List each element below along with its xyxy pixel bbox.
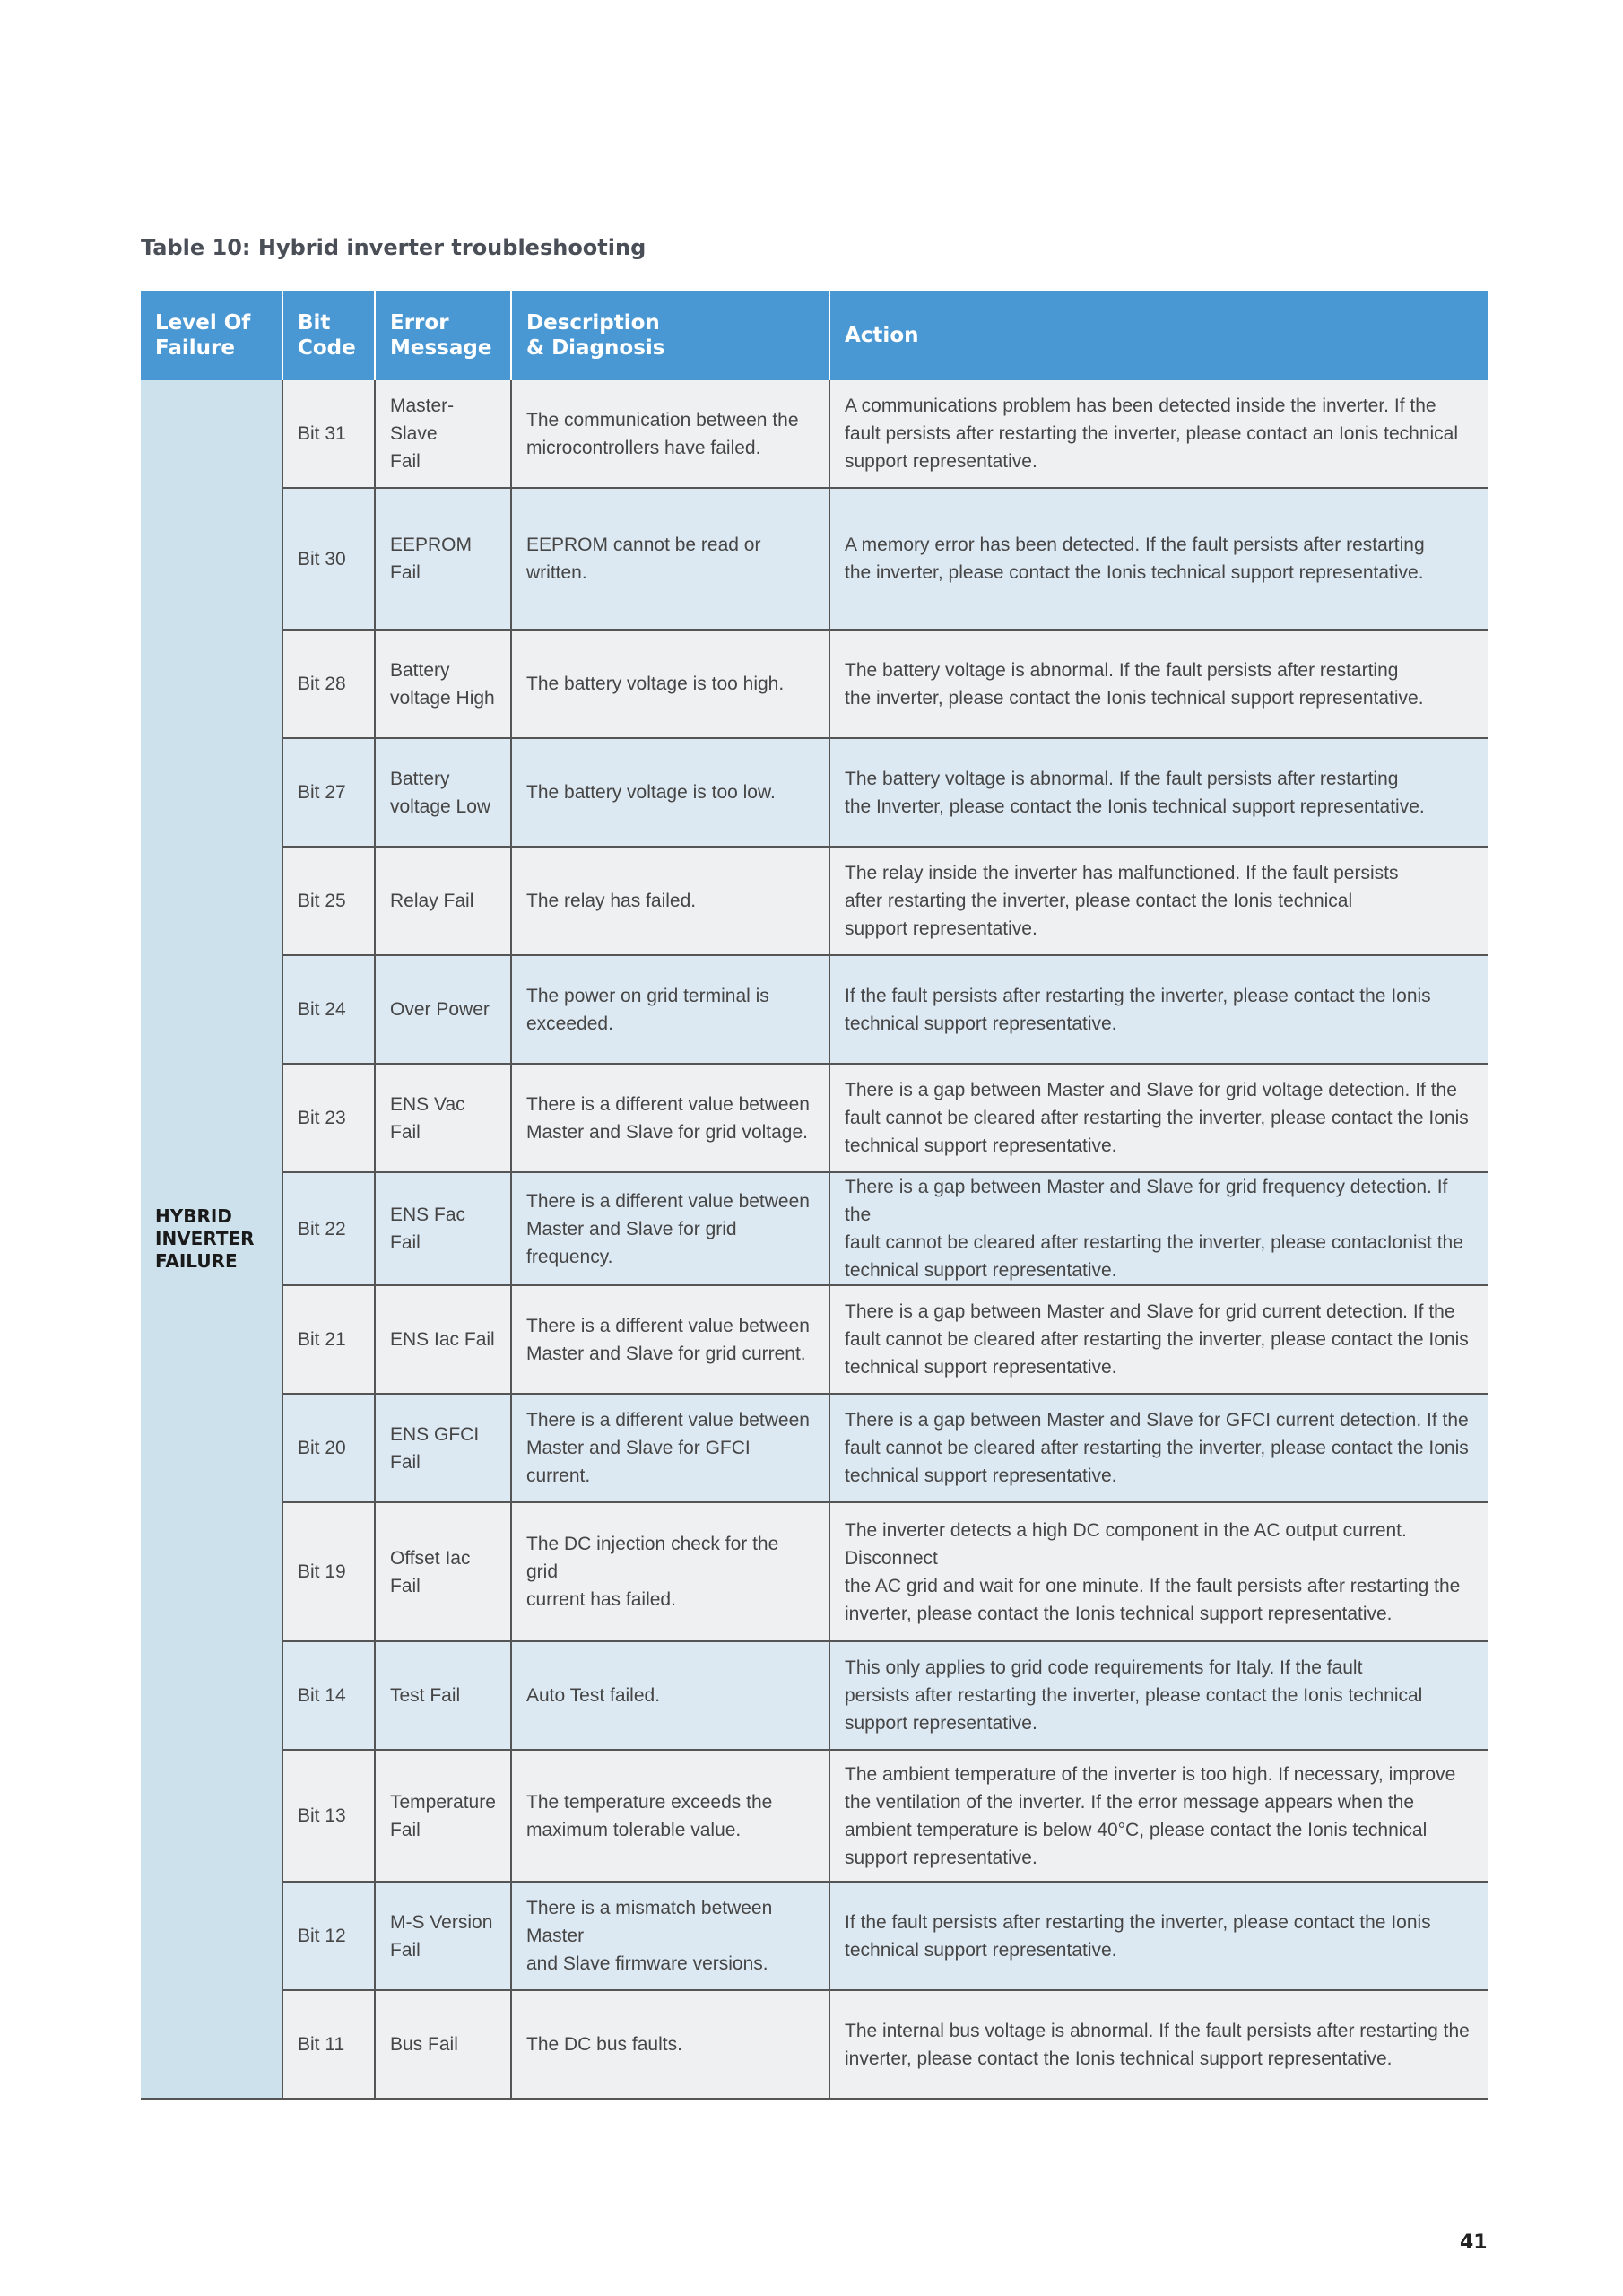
description-cell: The battery voltage is too high. bbox=[511, 630, 829, 738]
action-cell: There is a gap between Master and Slave for grid voltage detection. If the fault cannot be cleared after restarting the inverter, please contact the Ionis technical support representative. bbox=[829, 1064, 1488, 1172]
error-message-cell: ENS GFCI Fail bbox=[375, 1394, 511, 1502]
action-cell: There is a gap between Master and Slave for GFCI current detection. If the fault cannot be cleared after restarting the inverter, please contact the Ionis technical support representative. bbox=[829, 1394, 1488, 1502]
header-action: Action bbox=[829, 291, 1488, 380]
description-cell: There is a different value between Master and Slave for grid current. bbox=[511, 1285, 829, 1394]
description-cell: The relay has failed. bbox=[511, 847, 829, 955]
action-cell: This only applies to grid code requirements for Italy. If the fault persists after restarting the inverter, please contact the Ionis technical support representative. bbox=[829, 1641, 1488, 1750]
header-error-message: Error Message bbox=[375, 291, 511, 380]
table-row bbox=[141, 1750, 1488, 1882]
action-cell: There is a gap between Master and Slave for grid current detection. If the fault cannot be cleared after restarting the inverter, please contact the Ionis technical support representative. bbox=[829, 1285, 1488, 1394]
table-row bbox=[141, 1394, 1488, 1502]
error-message-cell: Relay Fail bbox=[375, 847, 511, 955]
page-number: 41 bbox=[1460, 2231, 1488, 2254]
table-row bbox=[141, 1502, 1488, 1641]
table-row bbox=[141, 1285, 1488, 1394]
error-message-cell: Test Fail bbox=[375, 1641, 511, 1750]
troubleshooting-table bbox=[141, 291, 1488, 2100]
description-cell: There is a different value between Master and Slave for grid frequency. bbox=[511, 1172, 829, 1285]
error-message-cell: EEPROM Fail bbox=[375, 488, 511, 630]
table-row bbox=[141, 488, 1488, 630]
bit-code-cell: Bit 12 bbox=[282, 1882, 375, 1990]
bit-code-cell: Bit 20 bbox=[282, 1394, 375, 1502]
error-message-cell: ENS Fac Fail bbox=[375, 1172, 511, 1285]
description-cell: The communication between the microcontrollers have failed. bbox=[511, 380, 829, 488]
table-row bbox=[141, 1172, 1488, 1285]
description-cell: The battery voltage is too low. bbox=[511, 738, 829, 847]
table-row bbox=[141, 955, 1488, 1064]
header-level-of-failure: Level Of Failure bbox=[141, 291, 282, 380]
table-row bbox=[141, 380, 1488, 488]
error-message-cell: Temperature Fail bbox=[375, 1750, 511, 1882]
table-row bbox=[141, 630, 1488, 738]
description-cell: Auto Test failed. bbox=[511, 1641, 829, 1750]
table-row bbox=[141, 1641, 1488, 1750]
table-row bbox=[141, 847, 1488, 955]
description-cell: There is a different value between Master and Slave for grid voltage. bbox=[511, 1064, 829, 1172]
description-cell: The DC bus faults. bbox=[511, 1990, 829, 2099]
table-row bbox=[141, 1990, 1488, 2099]
error-message-cell: Battery voltage Low bbox=[375, 738, 511, 847]
table-header-row bbox=[141, 291, 1488, 380]
description-cell: The DC injection check for the grid current has failed. bbox=[511, 1502, 829, 1641]
action-cell: The battery voltage is abnormal. If the fault persists after restarting the inverter, please contact the Ionis technical support representative. bbox=[829, 630, 1488, 738]
bit-code-cell: Bit 24 bbox=[282, 955, 375, 1064]
error-message-cell: Over Power bbox=[375, 955, 511, 1064]
description-cell: The power on grid terminal is exceeded. bbox=[511, 955, 829, 1064]
description-cell: There is a different value between Master and Slave for GFCI current. bbox=[511, 1394, 829, 1502]
action-cell: A memory error has been detected. If the fault persists after restarting the inverter, please contact the Ionis technical support representative. bbox=[829, 488, 1488, 630]
description-cell: EEPROM cannot be read or written. bbox=[511, 488, 829, 630]
bit-code-cell: Bit 25 bbox=[282, 847, 375, 955]
header-description-diagnosis: Description & Diagnosis bbox=[511, 291, 829, 380]
level-of-failure-cell: HYBRID INVERTER FAILURE bbox=[141, 380, 282, 2099]
action-cell: A communications problem has been detected inside the inverter. If the fault persists after restarting the inverter, please contact an Ionis technical support representative. bbox=[829, 380, 1488, 488]
action-cell: The ambient temperature of the inverter is too high. If necessary, improve the ventilation of the inverter. If the error message appears when the ambient temperature is below 40°C, please contact the Ionis technical support representative. bbox=[829, 1750, 1488, 1882]
action-cell: If the fault persists after restarting the inverter, please contact the Ionis technical support representative. bbox=[829, 955, 1488, 1064]
bit-code-cell: Bit 27 bbox=[282, 738, 375, 847]
error-message-cell: ENS Vac Fail bbox=[375, 1064, 511, 1172]
error-message-cell: Offset Iac Fail bbox=[375, 1502, 511, 1641]
action-cell: The internal bus voltage is abnormal. If the fault persists after restarting the inverter, please contact the Ionis technical support representative. bbox=[829, 1990, 1488, 2099]
table-title: Table 10: Hybrid inverter troubleshooting bbox=[141, 235, 647, 260]
bit-code-cell: Bit 30 bbox=[282, 488, 375, 630]
bit-code-cell: Bit 23 bbox=[282, 1064, 375, 1172]
bit-code-cell: Bit 19 bbox=[282, 1502, 375, 1641]
error-message-cell: Battery voltage High bbox=[375, 630, 511, 738]
bit-code-cell: Bit 22 bbox=[282, 1172, 375, 1285]
bit-code-cell: Bit 11 bbox=[282, 1990, 375, 2099]
table-row bbox=[141, 738, 1488, 847]
table-row bbox=[141, 1882, 1488, 1990]
action-cell: The battery voltage is abnormal. If the fault persists after restarting the Inverter, please contact the Ionis technical support representative. bbox=[829, 738, 1488, 847]
action-cell: The relay inside the inverter has malfunctioned. If the fault persists after restarting the inverter, please contact the Ionis technical support representative. bbox=[829, 847, 1488, 955]
bit-code-cell: Bit 13 bbox=[282, 1750, 375, 1882]
bit-code-cell: Bit 21 bbox=[282, 1285, 375, 1394]
description-cell: The temperature exceeds the maximum tolerable value. bbox=[511, 1750, 829, 1882]
bit-code-cell: Bit 14 bbox=[282, 1641, 375, 1750]
action-cell: If the fault persists after restarting the inverter, please contact the Ionis technical support representative. bbox=[829, 1882, 1488, 1990]
error-message-cell: M-S Version Fail bbox=[375, 1882, 511, 1990]
header-bit-code: Bit Code bbox=[282, 291, 375, 380]
action-cell: There is a gap between Master and Slave for grid frequency detection. If the fault cannot be cleared after restarting the inverter, please contacIonist the technical support representative. bbox=[829, 1172, 1488, 1285]
bit-code-cell: Bit 28 bbox=[282, 630, 375, 738]
error-message-cell: ENS Iac Fail bbox=[375, 1285, 511, 1394]
bit-code-cell: Bit 31 bbox=[282, 380, 375, 488]
table-row bbox=[141, 1064, 1488, 1172]
action-cell: The inverter detects a high DC component in the AC output current. Disconnect the AC grid and wait for one minute. If the fault persists after restarting the inverter, please contact the Ionis technical support representative. bbox=[829, 1502, 1488, 1641]
error-message-cell: Master-Slave Fail bbox=[375, 380, 511, 488]
error-message-cell: Bus Fail bbox=[375, 1990, 511, 2099]
description-cell: There is a mismatch between Master and Slave firmware versions. bbox=[511, 1882, 829, 1990]
